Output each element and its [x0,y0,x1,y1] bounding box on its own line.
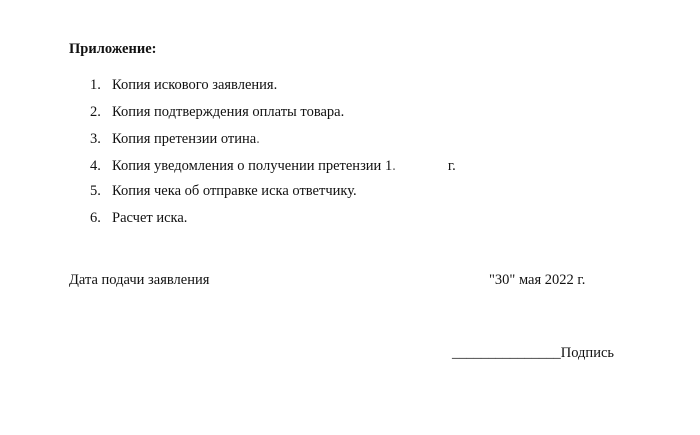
attachments-list [90,76,456,236]
list-item [90,103,456,130]
list-item-text: Копия подтверждения оплаты товара. [112,103,345,120]
list-item-text: Копия искового заявления. [112,77,278,93]
filing-date-value: "30" мая 2022 г. [489,272,586,288]
list-item [90,76,456,103]
list-item-number: 2. [90,103,101,120]
list-item-text-suffix: г. [447,157,456,174]
list-item-number: 6. [90,209,101,226]
list-item [90,209,456,236]
redaction-mark [396,156,448,170]
list-item-number: 1. [90,77,101,93]
signature-line: _______________Подпись [452,345,614,361]
list-item-text: Копия уведомления о получении претензии 1. [112,157,396,174]
list-item-number: 5. [90,183,101,200]
list-item-number: 3. [90,131,101,148]
list-item-number: 4. [90,157,101,174]
list-item [90,156,456,183]
list-item [90,182,456,209]
list-item-text: Копия претензии отина. [112,131,260,148]
attachments-heading: Приложение: [69,41,157,57]
filing-date-label: Дата подачи заявления [69,272,210,288]
redaction-mark [260,129,318,143]
list-item-text: Расчет иска. [112,209,188,226]
list-item [90,129,456,156]
list-item-text: Копия чека об отправке иска ответчику. [112,183,357,200]
